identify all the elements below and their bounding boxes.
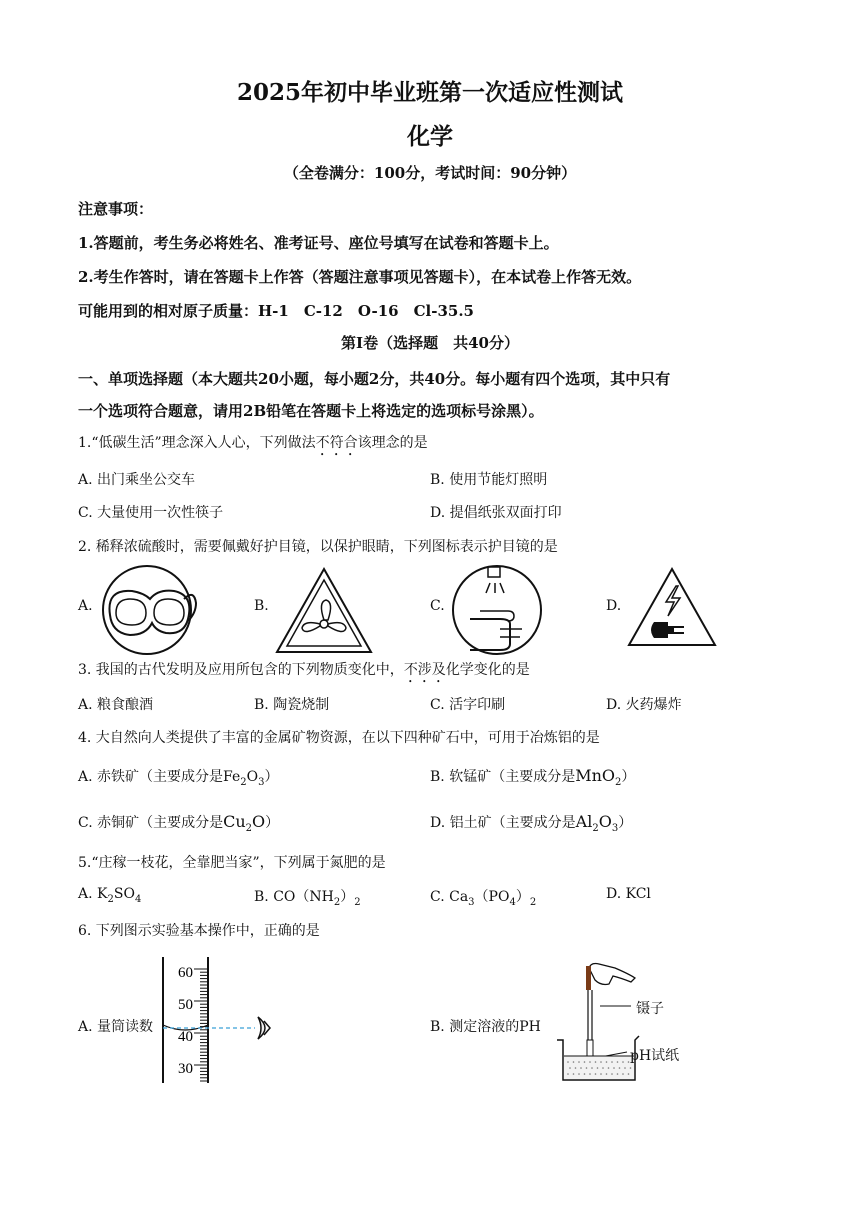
q3-stem-pre: 3. 我国的古代发明及应用所包含的下列物质变化中， [78, 662, 404, 678]
q4-option-b [430, 766, 635, 788]
q4-c-formula: O [252, 812, 266, 831]
q1-option-c: C. 大量使用一次性筷子 [78, 505, 224, 521]
liquid-dot [578, 1061, 580, 1063]
part1-instruction-line2: 一个选项符合题意，请用2B铅笔在答题卡上将选定的选项标号涂黑）。 [78, 402, 544, 420]
fan-warning-icon [274, 566, 374, 656]
q3-option-b: B. 陶瓷烧制 [254, 697, 330, 713]
q4-a-sub: 2 [240, 776, 247, 788]
q4-option-a [78, 766, 278, 788]
q5-c-text: ） [515, 889, 530, 905]
q1-option-d: D. 提倡纸张双面打印 [430, 505, 562, 521]
q4-c-sub: 2 [245, 822, 253, 834]
notice-item-1: 1.答题前，考生务必将姓名、准考证号、座位号填写在试卷和答题卡上。 [78, 234, 559, 252]
q2-stem: 2. 稀释浓硫酸时，需要佩戴好护目镜，以保护眼睛，下列图标表示护目镜的是 [78, 539, 558, 555]
q5-c-sub: 2 [529, 896, 537, 908]
q4-d-sub: 3 [611, 822, 619, 834]
part1-title: 第Ⅰ卷（选择题 共40分） [341, 334, 519, 352]
liquid-dot [622, 1061, 624, 1063]
q5-option-c [430, 886, 536, 908]
q4-a-formula: Fe [223, 769, 241, 785]
q4-d-sub: 2 [592, 822, 599, 834]
liquid-dot [630, 1067, 632, 1069]
q4-d-text: D. 铝土矿（主要成分是 [430, 815, 576, 831]
q3-option-c: C. 活字印刷 [430, 697, 506, 713]
liquid-dot [578, 1073, 580, 1075]
full-mark-note: （全卷满分：100分，考试时间：90分钟） [283, 164, 577, 182]
liquid-dot [617, 1061, 619, 1063]
subject-title: 化学 [407, 123, 453, 150]
q3-option-d: D. 火药爆炸 [606, 697, 682, 713]
liquid-dot [575, 1067, 577, 1069]
q5-c-text: C. Ca [430, 889, 469, 905]
q3-option-a: A. 粮食酿酒 [78, 697, 154, 713]
q5-a-sub: 2 [107, 893, 114, 905]
q5-b-sub: 2 [354, 896, 361, 908]
q4-d-text: ） [618, 815, 633, 831]
liquid-dot [619, 1067, 621, 1069]
notice-item-2: 2.考生作答时，请在答题卡上作答（答题注意事项见答题卡），在本试卷上作答无效。 [78, 268, 642, 286]
q2-label-d: D. [606, 598, 622, 614]
q5-b-text: B. CO（NH [254, 889, 334, 905]
liquid-dot [595, 1061, 597, 1063]
q5-c-sub: 3 [468, 896, 475, 908]
liquid-dot [624, 1067, 626, 1069]
atomic-mass-line: 可能用到的相对原子质量：H-1 C-12 O-16 Cl-35.5 [78, 302, 474, 320]
q4-a-formula: O [246, 769, 259, 785]
q4-option-c [78, 812, 279, 834]
q6-option-a-label: A. 量筒读数 [78, 1019, 154, 1035]
q5-b-text: ） [340, 889, 355, 905]
goggles-icon [100, 563, 200, 658]
q4-stem: 4. 大自然向人类提供了丰富的金属矿物资源，在以下四种矿石中，可用于冶炼铝的是 [78, 730, 600, 746]
liquid-dot [580, 1067, 582, 1069]
q5-a-sub: 4 [134, 893, 142, 905]
q4-b-sub: 2 [615, 776, 622, 788]
ph-test-figure [555, 960, 695, 1085]
liquid-dot [611, 1073, 613, 1075]
liquid-dot [602, 1067, 604, 1069]
eye-icon [258, 1017, 265, 1039]
q2-label-a: A. [78, 598, 93, 614]
q1-stem-pre: 1.“低碳生活”理念深入人心，下列做法 [78, 435, 316, 451]
liquid-dot [589, 1061, 591, 1063]
liquid-dot [567, 1073, 569, 1075]
q5-a-text: A. K [78, 886, 108, 902]
liquid-dot [591, 1067, 593, 1069]
q5-b-sub: 2 [333, 896, 341, 908]
q4-a-sub: 3 [258, 776, 265, 788]
q5-option-d: D. KCl [606, 886, 651, 902]
liquid-dot [586, 1067, 588, 1069]
q4-b-text: ） [621, 769, 636, 785]
ph-paper-label: pH试纸 [630, 1048, 680, 1064]
liquid-dot [573, 1073, 575, 1075]
liquid-dot [595, 1073, 597, 1075]
q4-option-d [430, 812, 632, 834]
q3-stem [78, 659, 530, 686]
q2-label-b: B. [254, 598, 269, 614]
hand-wash-icon [450, 563, 550, 658]
q5-option-a [78, 886, 141, 905]
q5-a-text: SO [113, 886, 135, 902]
q1-stem-post: 该理念的是 [357, 435, 428, 451]
q4-c-formula: Cu [223, 812, 246, 831]
liquid-dot [622, 1073, 624, 1075]
q4-a-text: ） [264, 769, 279, 785]
q1-option-b: B. 使用节能灯照明 [430, 472, 548, 488]
q6-option-b-label: B. 测定溶液的PH [430, 1019, 541, 1035]
q5-option-b [254, 886, 361, 908]
q4-a-text: A. 赤铁矿（主要成分是 [78, 769, 224, 785]
q3-stem-post: 化学变化的是 [445, 662, 530, 678]
liquid-dot [567, 1061, 569, 1063]
q5-c-sub: 4 [509, 896, 516, 908]
liquid-dot [628, 1073, 630, 1075]
electric-hazard-icon [626, 566, 718, 648]
q4-d-formula: O [598, 812, 612, 831]
q4-b-formula: MnO [575, 766, 616, 785]
liquid-dot [613, 1067, 615, 1069]
liquid-dot [611, 1061, 613, 1063]
liquid-dot [589, 1073, 591, 1075]
liquid-dot [617, 1073, 619, 1075]
exam-title: 2025年初中毕业班第一次适应性测试 [236, 79, 623, 106]
q6-stem: 6. 下列图示实验基本操作中，正确的是 [78, 923, 320, 939]
tick-label-30: 30 [178, 1061, 193, 1077]
liquid-dot [584, 1073, 586, 1075]
liquid-dot [584, 1061, 586, 1063]
tick-label-40: 40 [178, 1029, 193, 1045]
graduated-cylinder-figure [160, 955, 280, 1087]
tick-label-50: 50 [178, 997, 193, 1013]
liquid-dot [597, 1067, 599, 1069]
liquid-dot [608, 1067, 610, 1069]
liquid-dot [606, 1073, 608, 1075]
q1-stem [78, 432, 428, 459]
liquid-dot [569, 1067, 571, 1069]
liquid-dot [573, 1061, 575, 1063]
liquid-dot [600, 1061, 602, 1063]
q5-c-text: （PO [474, 889, 510, 905]
liquid-dot [606, 1061, 608, 1063]
q4-b-text: B. 软锰矿（主要成分是 [430, 769, 576, 785]
q5-stem: 5.“庄稼一枝花，全靠肥当家”，下列属于氮肥的是 [78, 855, 386, 871]
q2-label-c: C. [430, 598, 445, 614]
q1-option-a: A. 出门乘坐公交车 [78, 472, 196, 488]
q4-d-formula: Al [575, 812, 593, 831]
q4-c-text: ） [265, 815, 280, 831]
part1-instruction-line1: 一、单项选择题（本大题共20小题，每小题2分，共40分。每小题有四个选项，其中只有 [78, 370, 671, 388]
q1-stem-emphasis: 不符合 [315, 435, 358, 451]
notice-heading: 注意事项： [78, 200, 154, 218]
tweezers-label: 镊子 [636, 1001, 664, 1017]
liquid-dot [600, 1073, 602, 1075]
q4-c-text: C. 赤铜矿（主要成分是 [78, 815, 224, 831]
tick-label-60: 60 [178, 965, 193, 981]
q3-stem-emphasis: 不涉及 [403, 662, 446, 678]
